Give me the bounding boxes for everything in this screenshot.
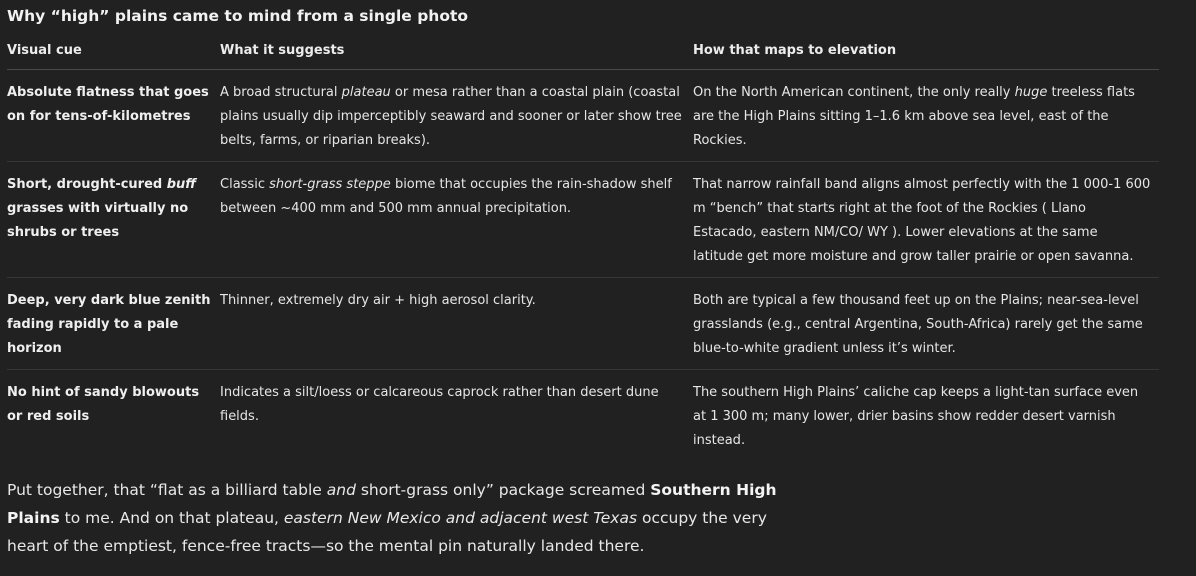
suggests-cell (220, 162, 693, 278)
elevation-cell (693, 70, 1159, 162)
cell-text: grasses with virtually no shrubs or trees (7, 201, 189, 240)
visual-cue-cell (7, 278, 220, 370)
cell-text: Absolute flatness that goes on for tens-of-kilometres (7, 85, 209, 124)
table-header-row (7, 32, 1159, 70)
summary-strong: Southern High Plains (7, 481, 777, 527)
cell-emphasis: short-grass steppe (269, 177, 391, 192)
cell-text: Thinner, extremely dry air + high aerosol clarity. (220, 293, 536, 308)
cell-text: biome that occupies the rain-shadow shelf between ~400 mm and 500 mm annual precipitation. (220, 177, 672, 216)
column-header-elevation: How that maps to elevation (693, 32, 1159, 70)
table-row (7, 70, 1159, 162)
suggests-cell (220, 370, 693, 462)
column-header-suggests: What it suggests (220, 32, 693, 70)
summary-emphasis: eastern New Mexico and adjacent west Texas (283, 509, 638, 527)
elevation-cell (693, 162, 1159, 278)
cell-text: Short, drought-cured (7, 177, 167, 192)
cell-text: No hint of sandy blowouts or red soils (7, 385, 200, 424)
summary-text: Put together, that “flat as a billiard table (7, 481, 327, 499)
cell-text: Deep, very dark blue zenith fading rapidly to a pale horizon (7, 293, 211, 356)
cell-emphasis: plateau (341, 85, 391, 100)
cell-text: A broad structural (220, 85, 342, 100)
visual-cue-cell (7, 162, 220, 278)
reasoning-table (7, 32, 1159, 461)
visual-cue-cell (7, 70, 220, 162)
cell-text: Classic (220, 177, 270, 192)
summary-text: to me. And on that plateau, (59, 509, 284, 527)
cell-text: Both are typical a few thousand feet up on the Plains; near-sea-level grasslands (e.g., central Argentina, South-Africa) rarely get the same blue-to-white gradient unless it’s winter. (693, 293, 1143, 356)
cell-text: That narrow rainfall band aligns almost perfectly with the 1 000-1 600 m “bench” that starts right at the foot of the Rockies ( Llano Estacado, eastern NM/CO/ WY ). Lower elevations at the same latitude get more moisture and grow taller prairie or open savanna. (693, 177, 1151, 264)
cell-text: The southern High Plains’ caliche cap keeps a light-tan surface even at 1 300 m; many lower, drier basins show redder desert varnish instead. (693, 385, 1139, 448)
chat-message (7, 0, 1159, 576)
summary-text: short-grass only” package screamed (355, 481, 651, 499)
summary-emphasis: and (326, 481, 356, 499)
visual-cue-cell (7, 370, 220, 462)
elevation-cell (693, 370, 1159, 462)
cell-emphasis: huge (1014, 85, 1048, 100)
suggests-cell (220, 70, 693, 162)
cell-emphasis: buff (166, 177, 197, 192)
table-row (7, 370, 1159, 462)
column-header-visual-cue: Visual cue (7, 32, 220, 70)
suggests-cell (220, 278, 693, 370)
cell-text: Indicates a silt/loess or calcareous caprock rather than desert dune fields. (220, 385, 659, 424)
summary-paragraph (7, 476, 787, 560)
table-row (7, 278, 1159, 370)
elevation-cell (693, 278, 1159, 370)
summary-text: occupy the very heart of the emptiest, fence-free tracts—so the mental pin naturally landed there. (7, 509, 767, 555)
section-heading: Why “high” plains came to mind from a single photo (7, 7, 469, 25)
cell-text: treeless flats are the High Plains sitting 1–1.6 km above sea level, east of the Rockies. (693, 85, 1135, 148)
cell-text: On the North American continent, the only really (693, 85, 1015, 100)
cell-text: or mesa rather than a coastal plain (coastal plains usually dip imperceptibly seaward and sooner or later show tree belts, farms, or riparian breaks). (220, 85, 682, 148)
table-row (7, 162, 1159, 278)
